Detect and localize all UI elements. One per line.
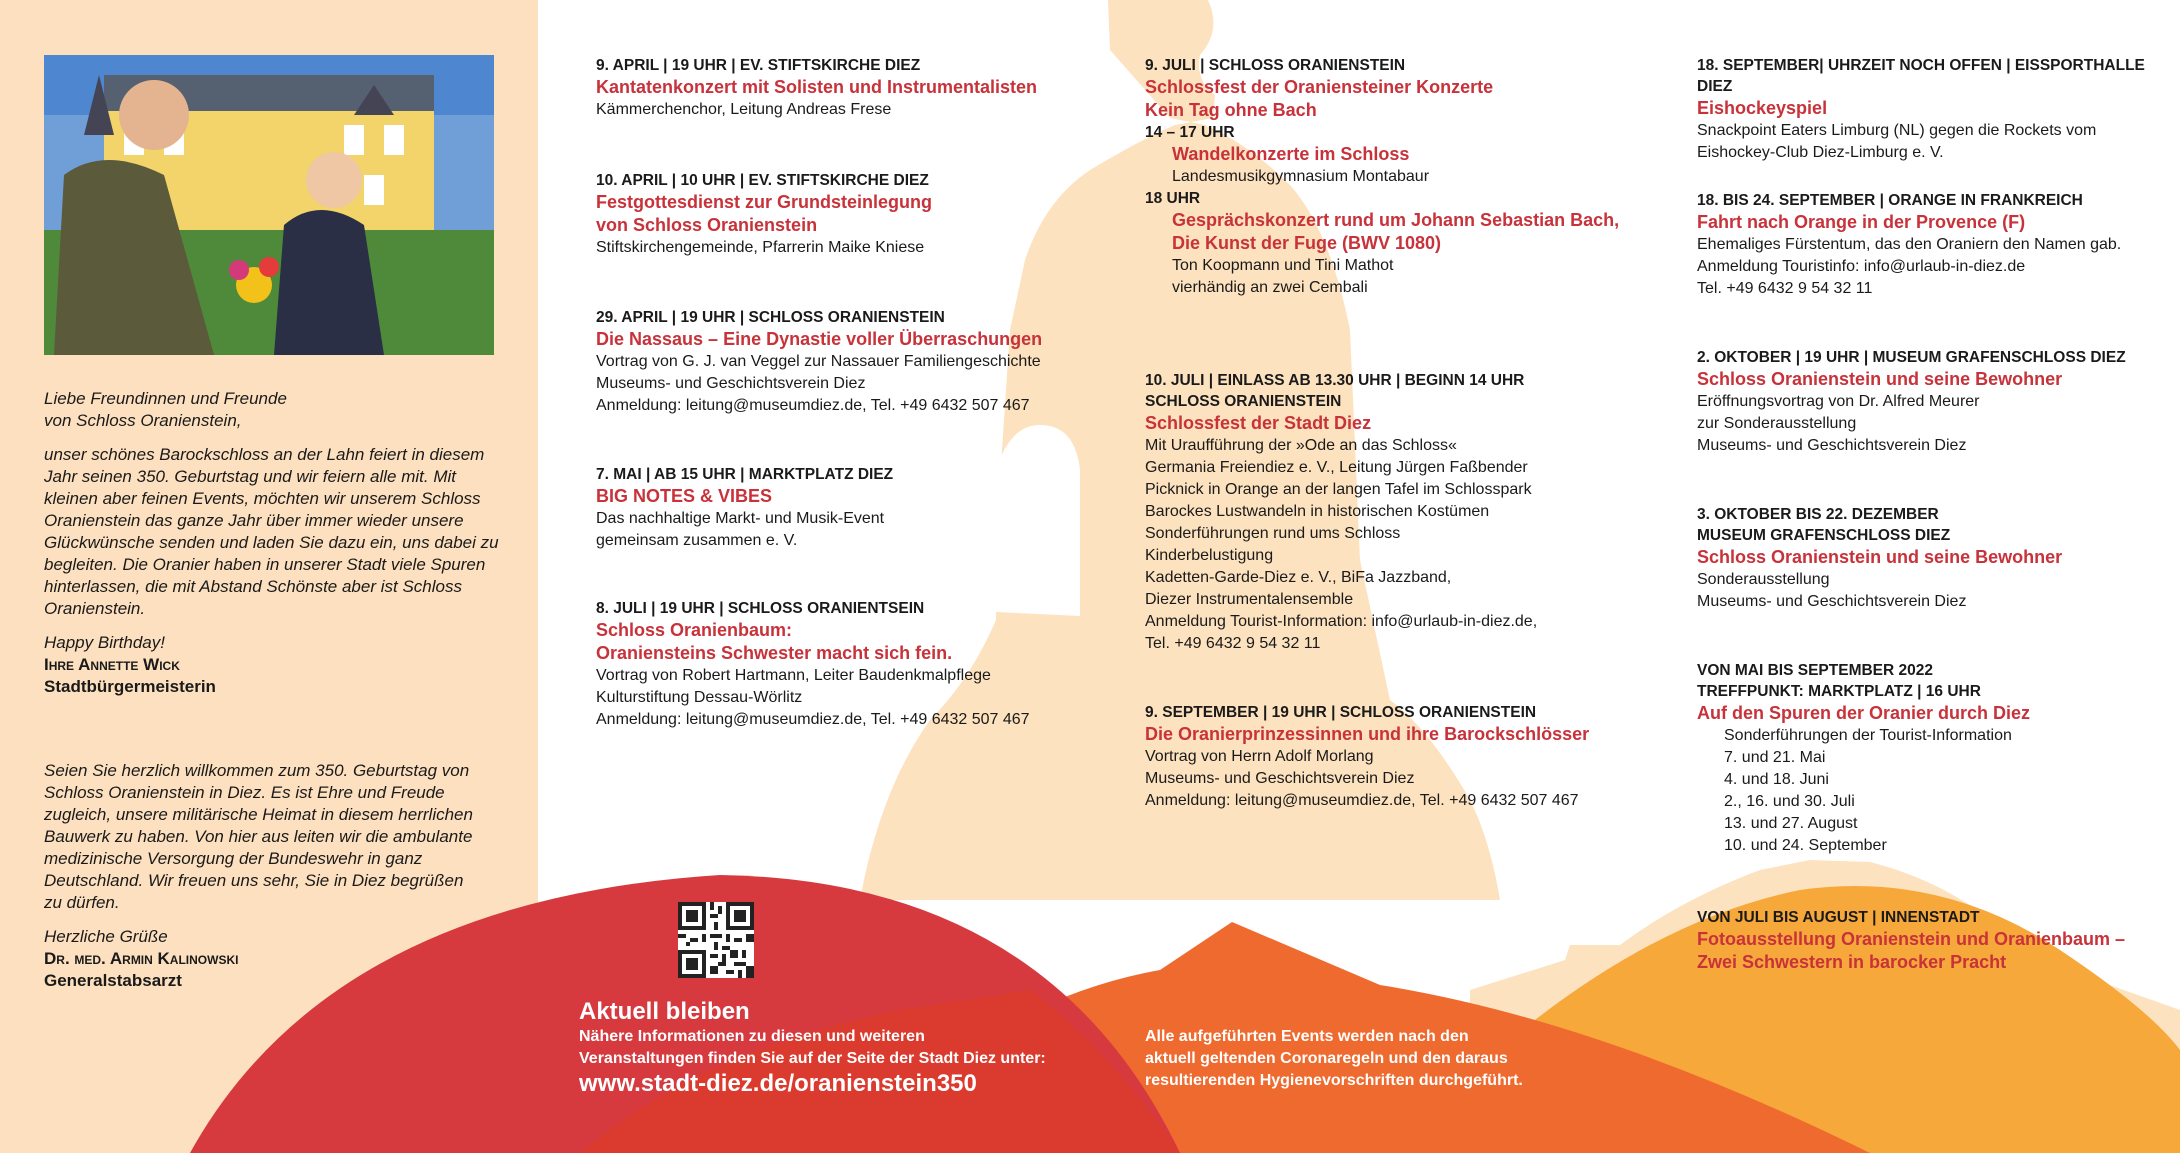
event-item xyxy=(596,598,1136,731)
event-desc: Das nachhaltige Markt- und Musik-Event xyxy=(596,510,885,527)
photo-mayor-and-general xyxy=(44,55,494,355)
event-desc: Landesmusikgymnasium Montabaur xyxy=(1172,168,1430,185)
footer-info-line: Veranstaltungen finden Sie auf der Seite der Stadt Diez unter: xyxy=(579,1050,1046,1067)
event-desc: Museums- und Geschichtsverein Diez xyxy=(1145,770,1415,787)
event-meta: VON JULI BIS AUGUST | INNENSTADT xyxy=(1697,909,1980,926)
signature-title: Stadtbürgermeisterin xyxy=(44,677,216,696)
event-desc: Sonderführungen der Tourist-Information xyxy=(1724,727,2012,744)
event-desc: 2., 16. und 30. Juli xyxy=(1724,793,1855,810)
event-item xyxy=(1697,55,2167,164)
signature2-name: Dr. med. Armin Kalinowski xyxy=(44,949,239,968)
event-desc: Barockes Lustwandeln in historischen Kostümen xyxy=(1145,503,1490,520)
event-desc: 7. und 21. Mai xyxy=(1724,749,1826,766)
event-desc: Vortrag von Herrn Adolf Morlang xyxy=(1145,748,1374,765)
event-title: Auf den Spuren der Oranier durch Diez xyxy=(1697,703,2031,723)
signature2-title: Generalstabsarzt xyxy=(44,971,182,990)
event-desc: Tel. +49 6432 9 54 32 11 xyxy=(1697,280,1873,297)
event-subtitle: Gesprächskonzert rund um Johann Sebastian Bach, Die Kunst der Fuge (BWV 1080) xyxy=(1172,210,1620,253)
event-desc: Vortrag von G. J. van Veggel zur Nassauer Familiengeschichte xyxy=(596,353,1041,370)
letter2-body: Seien Sie herzlich willkommen zum 350. Geburtstag von Schloss Oranienstein in Diez. Es ist Ehre und Freude zugleich, unsere militärische Heimat in diesem herrlichen Bauwerk zu haben. Von hier aus leiten wir die ambulante medizinische Versorgung der Bundeswehr in ganz Deutschland. Wir freuen uns sehr, Sie in Diez begrüßen zu dürfen. xyxy=(44,761,473,912)
event-item xyxy=(1697,190,2167,300)
event-meta: 18. BIS 24. SEPTEMBER | ORANGE IN FRANKREICH xyxy=(1697,192,2083,209)
letter2-closing: Herzliche Grüße xyxy=(44,927,168,946)
footer-heading: Aktuell bleiben xyxy=(579,998,750,1025)
footer-note-line: aktuell geltenden Coronaregeln und den daraus xyxy=(1145,1050,1508,1067)
event-desc: Anmeldung: leitung@museumdiez.de, Tel. +49 6432 507 467 xyxy=(596,711,1030,728)
event-desc: Eishockey-Club Diez-Limburg e. V. xyxy=(1697,144,1944,161)
event-title: Festgottesdienst zur Grundsteinlegung von Schloss Oranienstein xyxy=(596,192,933,235)
event-title: Schloss Oranienstein und seine Bewohner xyxy=(1697,369,2063,389)
event-desc: Sonderführungen rund ums Schloss xyxy=(1145,525,1401,542)
event-desc: Anmeldung: leitung@museumdiez.de, Tel. +49 6432 507 467 xyxy=(1145,792,1579,809)
event-desc: Anmeldung Touristinfo: info@urlaub-in-diez.de xyxy=(1697,258,2026,275)
event-item xyxy=(596,170,1116,259)
letter-body: unser schönes Barockschloss an der Lahn feiert in diesem Jahr seinen 350. Geburtstag und wir feiern alle mit. Mit kleinen aber feinen Events, möchten wir unserem Schloss Oranienstein das ganze Jahr über immer wieder unsere Glückwünsche senden und laden Sie dazu ein, uns dabei zu begleiten. Die Oranier haben in unserer Stadt viele Spuren hinterlassen, die mit Abstand Schönste aber ist Schloss Oranienstein. xyxy=(44,445,499,618)
event-meta: 9. SEPTEMBER | 19 UHR | SCHLOSS ORANIENSTEIN xyxy=(1145,704,1537,721)
event-title: Schloss Oranienbaum: Oraniensteins Schwester macht sich fein. xyxy=(596,620,953,663)
event-desc: Kämmerchenchor, Leitung Andreas Frese xyxy=(596,101,892,118)
event-item xyxy=(1145,370,1685,655)
event-title: Schlossfest der Stadt Diez xyxy=(1145,413,1372,433)
event-title: Die Oranierprinzessinnen und ihre Barockschlösser xyxy=(1145,724,1590,744)
footer-note-line: Alle aufgeführten Events werden nach den xyxy=(1145,1028,1469,1045)
event-item xyxy=(596,307,1136,417)
event-meta: 18. SEPTEMBER| UHRZEIT NOCH OFFEN | EISSPORTHALLE DIEZ xyxy=(1697,57,2145,95)
letter-closing: Happy Birthday! xyxy=(44,633,165,652)
event-desc: Museums- und Geschichtsverein Diez xyxy=(1697,593,1967,610)
footer-note-line: resultierenden Hygienevorschriften durchgeführt. xyxy=(1145,1072,1523,1089)
event-desc: Vortrag von Robert Hartmann, Leiter Baudenkmalpflege xyxy=(596,667,991,684)
event-desc: Eröffnungsvortrag von Dr. Alfred Meurer xyxy=(1697,393,1980,410)
event-desc: 4. und 18. Juni xyxy=(1724,771,1829,788)
event-item xyxy=(1697,347,2167,457)
event-desc: Museums- und Geschichtsverein Diez xyxy=(596,375,866,392)
event-desc: Tel. +49 6432 9 54 32 11 xyxy=(1145,635,1321,652)
event-item xyxy=(1697,907,2167,974)
event-desc: Kadetten-Garde-Diez e. V., BiFa Jazzband, xyxy=(1145,569,1452,586)
welcome-letter-general xyxy=(44,760,484,992)
event-meta: 10. JULI | EINLASS AB 13.30 UHR | BEGINN 14 UHR SCHLOSS ORANIENSTEIN xyxy=(1145,372,1525,410)
event-desc: Museums- und Geschichtsverein Diez xyxy=(1697,437,1967,454)
event-title: Kantatenkonzert mit Solisten und Instrumentalisten xyxy=(596,77,1038,97)
welcome-letter-mayor xyxy=(44,388,504,698)
footer-info-line: Nähere Informationen zu diesen und weiteren xyxy=(579,1028,925,1045)
footer-url-link[interactable]: www.stadt-diez.de/oranienstein350 xyxy=(579,1070,977,1097)
event-item xyxy=(596,55,1116,121)
event-meta: 9. JULI | SCHLOSS ORANIENSTEIN xyxy=(1145,57,1406,74)
event-desc: Snackpoint Eaters Limburg (NL) gegen die Rockets vom xyxy=(1697,122,2097,139)
event-desc: Anmeldung: leitung@museumdiez.de, Tel. +49 6432 507 467 xyxy=(596,397,1030,414)
signature-name: Ihre Annette Wick xyxy=(44,655,180,674)
footer-hygiene-note xyxy=(1145,1026,1523,1092)
event-meta: 2. OKTOBER | 19 UHR | MUSEUM GRAFENSCHLOSS DIEZ xyxy=(1697,349,2126,366)
event-desc: Mit Uraufführung der »Ode an das Schloss« xyxy=(1145,437,1457,454)
event-meta: 29. APRIL | 19 UHR | SCHLOSS ORANIENSTEIN xyxy=(596,309,945,326)
event-title: BIG NOTES & VIBES xyxy=(596,486,773,506)
event-desc: Germania Freiendiez e. V., Leitung Jürgen Faßbender xyxy=(1145,459,1528,476)
qr-code-icon[interactable] xyxy=(678,902,754,978)
event-title: Die Nassaus – Eine Dynastie voller Überraschungen xyxy=(596,329,1043,349)
event-desc: Anmeldung Tourist-Information: info@urlaub-in-diez.de, xyxy=(1145,613,1538,630)
event-desc: Kinderbelustigung xyxy=(1145,547,1274,564)
event-meta: VON MAI BIS SEPTEMBER 2022 TREFFPUNKT: MARKTPLATZ | 16 UHR xyxy=(1697,662,1981,700)
event-item xyxy=(1697,504,2167,613)
event-title: Fotoausstellung Oranienstein und Oranienbaum – Zwei Schwestern in barocker Pracht xyxy=(1697,929,2126,972)
event-desc: Kulturstiftung Dessau-Wörlitz xyxy=(596,689,803,706)
event-title: Schloss Oranienstein und seine Bewohner xyxy=(1697,547,2063,567)
event-desc: Picknick in Orange an der langen Tafel im Schlosspark xyxy=(1145,481,1532,498)
event-desc: zur Sonderausstellung xyxy=(1697,415,1857,432)
event-desc: gemeinsam zusammen e. V. xyxy=(596,532,798,549)
event-meta: 3. OKTOBER BIS 22. DEZEMBER MUSEUM GRAFENSCHLOSS DIEZ xyxy=(1697,506,1951,544)
footer-info xyxy=(579,1026,1046,1070)
event-meta: 7. MAI | AB 15 UHR | MARKTPLATZ DIEZ xyxy=(596,466,894,483)
event-subtitle: Wandelkonzerte im Schloss xyxy=(1172,144,1410,164)
event-item xyxy=(1145,702,1685,812)
event-desc: Ehemaliges Fürstentum, das den Oraniern den Namen gab. xyxy=(1697,236,2122,253)
event-item xyxy=(1145,55,1665,299)
event-meta: 8. JULI | 19 UHR | SCHLOSS ORANIENTSEIN xyxy=(596,600,925,617)
event-meta: 9. APRIL | 19 UHR | EV. STIFTSKIRCHE DIEZ xyxy=(596,57,921,74)
event-desc: Stiftskirchengemeinde, Pfarrerin Maike Kniese xyxy=(596,239,925,256)
letter-greeting: Liebe Freundinnen und Freunde von Schloss Oranienstein, xyxy=(44,389,287,430)
event-meta: 10. APRIL | 10 UHR | EV. STIFTSKIRCHE DIEZ xyxy=(596,172,929,189)
event-desc: Ton Koopmann und Tini Mathot vierhändig an zwei Cembali xyxy=(1172,257,1394,296)
event-item xyxy=(596,464,1116,552)
event-desc: 13. und 27. August xyxy=(1724,815,1858,832)
event-desc: Diezer Instrumentalensemble xyxy=(1145,591,1354,608)
event-item xyxy=(1697,660,2167,857)
event-desc: Sonderausstellung xyxy=(1697,571,1830,588)
event-time: 14 – 17 UHR xyxy=(1145,124,1235,141)
event-title: Eishockeyspiel xyxy=(1697,98,1828,118)
event-time: 18 UHR xyxy=(1145,190,1201,207)
event-title: Schlossfest der Oraniensteiner Konzerte Kein Tag ohne Bach xyxy=(1145,77,1494,120)
event-desc: 10. und 24. September xyxy=(1724,837,1887,854)
event-title: Fahrt nach Orange in der Provence (F) xyxy=(1697,212,2026,232)
